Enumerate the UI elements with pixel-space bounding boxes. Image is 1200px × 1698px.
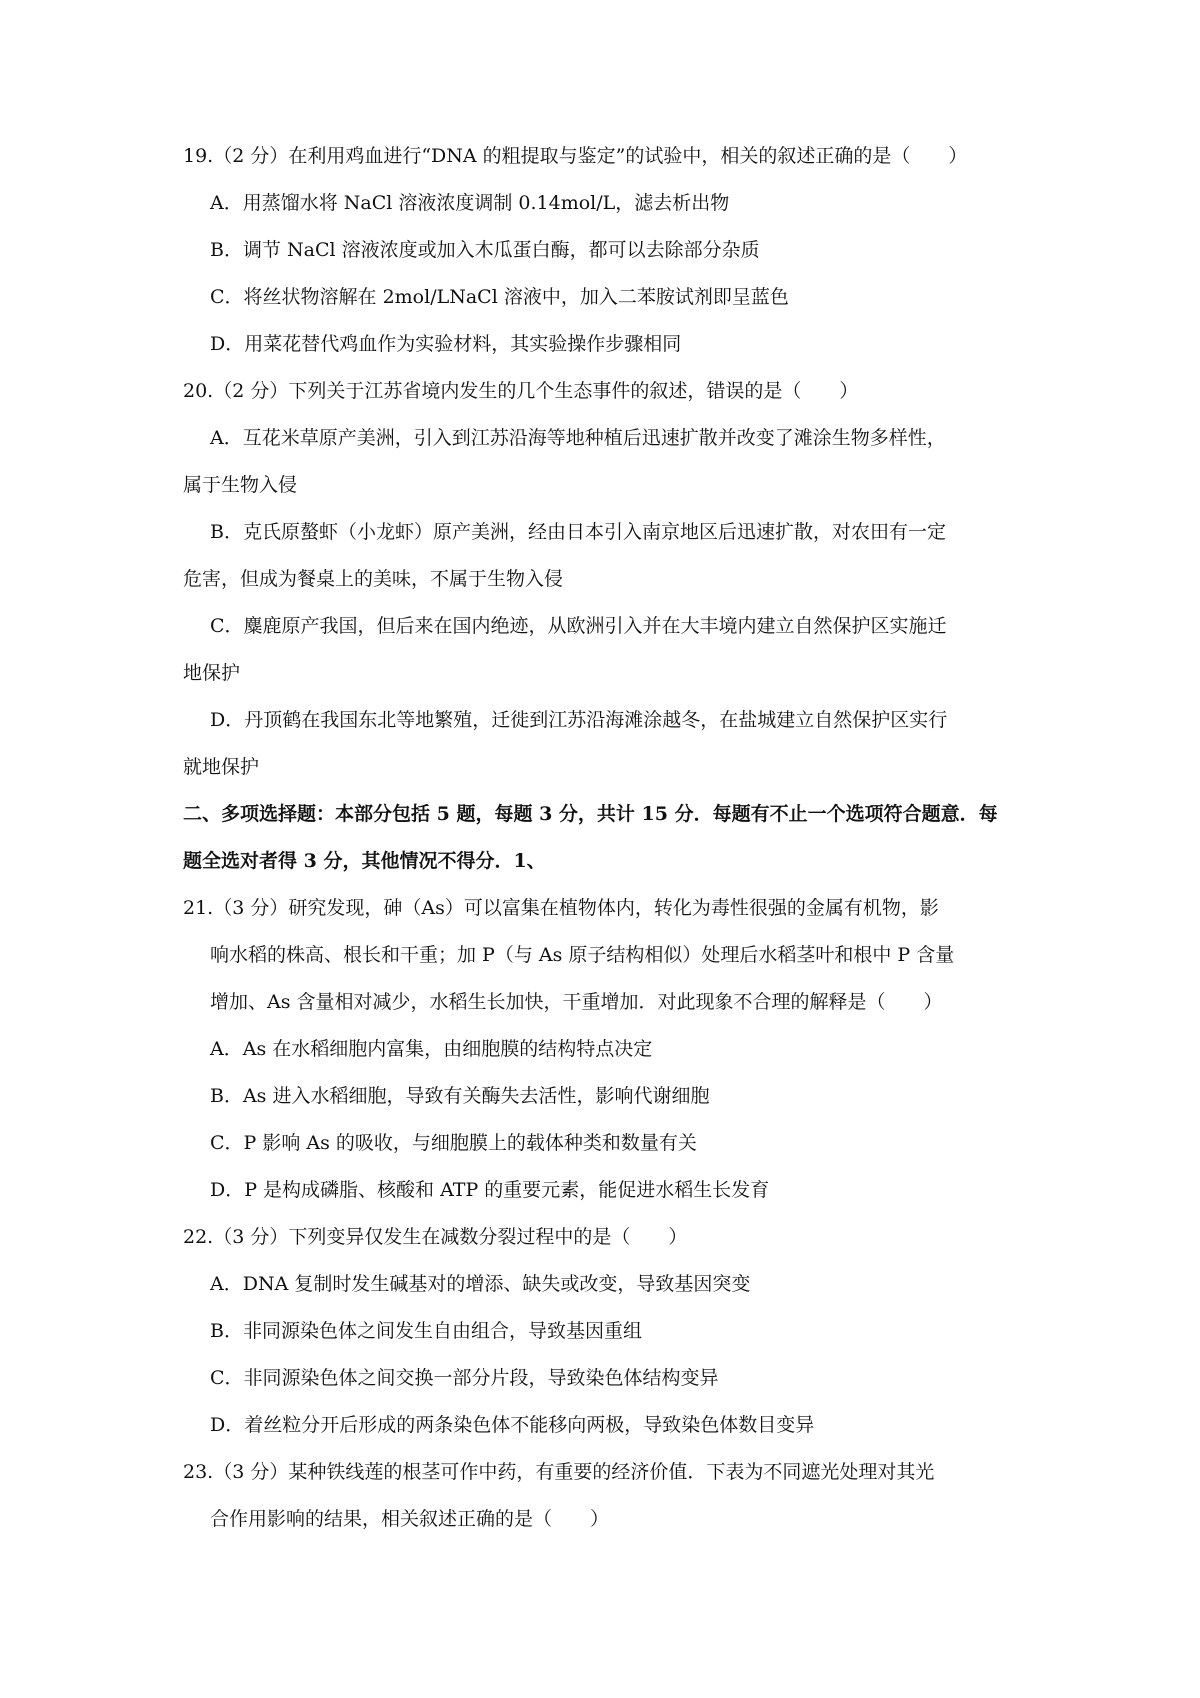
question-19-option-c: C．将丝状物溶解在 2mol/LNaCl 溶液中，加入二苯胺试剂即呈蓝色 — [210, 286, 789, 308]
question-19-option-d: D．用菜花替代鸡血作为实验材料，其实验操作步骤相同 — [210, 333, 682, 355]
question-22-option-d: D．着丝粒分开后形成的两条染色体不能移向两极，导致染色体数目变异 — [210, 1414, 815, 1436]
question-19-option-a: A．用蒸馏水将 NaCl 溶液浓度调制 0.14mol/L，滤去析出物 — [210, 192, 730, 214]
question-20-option-d-line2: 就地保护 — [183, 756, 260, 778]
question-21-option-c: C．P 影响 As 的吸收，与细胞膜上的载体种类和数量有关 — [210, 1132, 697, 1154]
question-22-option-b: B．非同源染色体之间发生自由组合，导致基因重组 — [210, 1320, 642, 1342]
question-20-option-d-line1: D．丹顶鹤在我国东北等地繁殖，迁徙到江苏沿海滩涂越冬，在盐城建立自然保护区实行 — [210, 709, 948, 731]
question-20-option-a-line1: A．互花米草原产美洲，引入到江苏沿海等地种植后迅速扩散并改变了滩涂生物多样性， — [210, 427, 946, 449]
question-21-stem-line3: 增加、As 含量相对减少，水稻生长加快，干重增加．对此现象不合理的解释是（ ） — [210, 991, 943, 1013]
question-23-stem-line1: 23.（3 分）某种铁线莲的根茎可作中药，有重要的经济价值．下表为不同遮光处理对其光 — [183, 1461, 935, 1483]
question-20-option-c-line2: 地保护 — [183, 662, 241, 684]
question-20-option-b-line2: 危害，但成为餐桌上的美味，不属于生物入侵 — [183, 568, 564, 590]
question-22-stem: 22.（3 分）下列变异仅发生在减数分裂过程中的是（ ） — [183, 1226, 688, 1248]
question-22-option-c: C．非同源染色体之间交换一部分片段，导致染色体结构变异 — [210, 1367, 719, 1389]
question-20-option-a-line2: 属于生物入侵 — [183, 474, 298, 496]
question-19-option-b: B．调节 NaCl 溶液浓度或加入木瓜蛋白酶，都可以去除部分杂质 — [210, 239, 760, 261]
question-21-stem-line1: 21.（3 分）研究发现，砷（As）可以富集在植物体内，转化为毒性很强的金属有机物，影 — [183, 897, 939, 919]
question-19-stem: 19.（2 分）在利用鸡血进行“DNA 的粗提取与鉴定”的试验中，相关的叙述正确的是（ ） — [183, 145, 968, 167]
question-21-option-d: D．P 是构成磷脂、核酸和 ATP 的重要元素，能促进水稻生长发育 — [210, 1179, 770, 1201]
question-21-stem-line2: 响水稻的株高、根长和干重；加 P（与 As 原子结构相似）处理后水稻茎叶和根中 P 含量 — [210, 944, 955, 966]
question-21-option-a: A．As 在水稻细胞内富集，由细胞膜的结构特点决定 — [210, 1038, 653, 1060]
question-20-option-b-line1: B．克氏原螯虾（小龙虾）原产美洲，经由日本引入南京地区后迅速扩散，对农田有一定 — [210, 521, 946, 543]
section-heading-line1: 二、多项选择题：本部分包括 5 题，每题 3 分，共计 15 分．每题有不止一个选项符合题意．每 — [183, 803, 998, 825]
question-20-stem: 20.（2 分）下列关于江苏省境内发生的几个生态事件的叙述，错误的是（ ） — [183, 380, 859, 402]
question-22-option-a: A．DNA 复制时发生碱基对的增添、缺失或改变，导致基因突变 — [210, 1273, 751, 1295]
question-20-option-c-line1: C．麋鹿原产我国，但后来在国内绝迹，从欧洲引入并在大丰境内建立自然保护区实施迁 — [210, 615, 947, 637]
question-23-stem-line2: 合作用影响的结果，相关叙述正确的是（ ） — [210, 1508, 610, 1530]
question-21-option-b: B．As 进入水稻细胞，导致有关酶失去活性，影响代谢细胞 — [210, 1085, 710, 1107]
section-heading-line2: 题全选对者得 3 分，其他情况不得分．1、 — [183, 850, 546, 872]
